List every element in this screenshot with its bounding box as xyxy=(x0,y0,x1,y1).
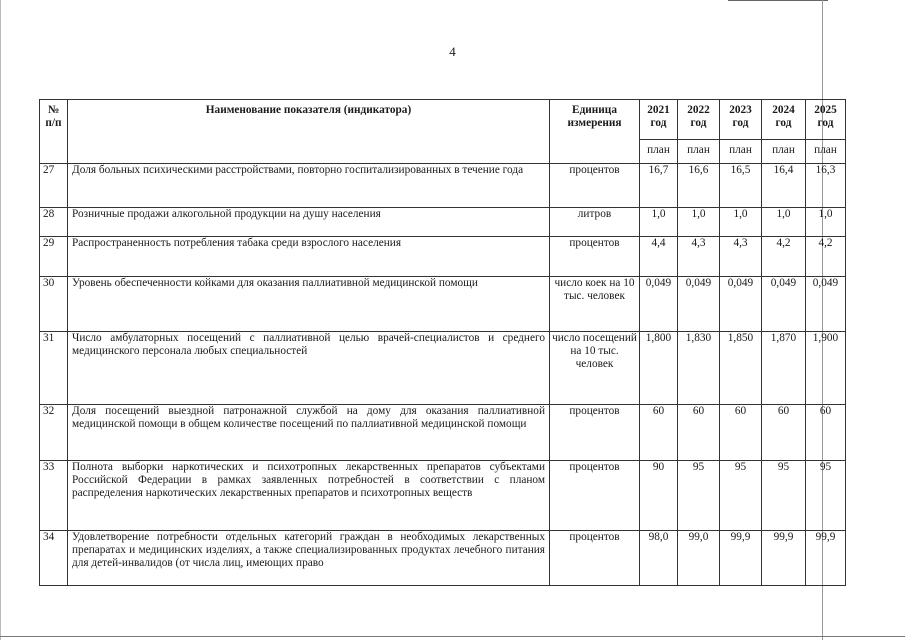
value-2021: 0,049 xyxy=(640,277,678,332)
indicator-name: Розничные продажи алкогольной продукции на душу населения xyxy=(68,208,550,237)
header-year-2023: 2023 год xyxy=(720,100,762,140)
value-2022: 0,049 xyxy=(678,277,720,332)
indicator-name: Уровень обеспеченности койками для оказания паллиативной медицинской помощи xyxy=(68,277,550,332)
scan-bottom-line xyxy=(0,636,905,637)
value-2023: 1,0 xyxy=(720,208,762,237)
indicator-name: Доля посещений выездной патронажной службой на дому для оказания паллиативной медицинской помощи в общем количестве посещений по паллиативной медицинской помощи xyxy=(68,405,550,461)
value-2025: 4,2 xyxy=(806,237,846,277)
value-2022: 99,0 xyxy=(678,531,720,586)
indicator-unit: процентов xyxy=(550,531,640,586)
indicator-name: Число амбулаторных посещений с паллиативной целью врачей-специалистов и среднего медицинского персонала любых специальностей xyxy=(68,332,550,405)
row-number: 31 xyxy=(40,332,68,405)
indicator-name: Доля больных психическими расстройствами, повторно госпитализированных в течение года xyxy=(68,164,550,208)
header-plan-2022: план xyxy=(678,140,720,164)
value-2021: 1,800 xyxy=(640,332,678,405)
value-2025: 0,049 xyxy=(806,277,846,332)
value-2021: 4,4 xyxy=(640,237,678,277)
row-number: 28 xyxy=(40,208,68,237)
header-plan-2021: план xyxy=(640,140,678,164)
value-2021: 90 xyxy=(640,461,678,531)
indicator-name: Распространенность потребления табака среди взрослого населения xyxy=(68,237,550,277)
value-2021: 60 xyxy=(640,405,678,461)
value-2023: 60 xyxy=(720,405,762,461)
indicator-unit: число посещений на 10 тыс. человек xyxy=(550,332,640,405)
value-2025: 99,9 xyxy=(806,531,846,586)
value-2025: 60 xyxy=(806,405,846,461)
table-row xyxy=(40,277,846,332)
indicator-unit: процентов xyxy=(550,405,640,461)
value-2023: 95 xyxy=(720,461,762,531)
header-plan-2025: план xyxy=(806,140,846,164)
indicator-unit: процентов xyxy=(550,461,640,531)
value-2021: 1,0 xyxy=(640,208,678,237)
indicator-unit: число коек на 10 тыс. человек xyxy=(550,277,640,332)
indicator-unit: литров xyxy=(550,208,640,237)
value-2024: 60 xyxy=(762,405,806,461)
value-2025: 95 xyxy=(806,461,846,531)
value-2022: 60 xyxy=(678,405,720,461)
row-number: 34 xyxy=(40,531,68,586)
value-2024: 16,4 xyxy=(762,164,806,208)
table-row xyxy=(40,237,846,277)
table-row xyxy=(40,208,846,237)
header-year-2022: 2022 год xyxy=(678,100,720,140)
value-2025: 1,900 xyxy=(806,332,846,405)
header-number: № п/п xyxy=(40,100,68,164)
header-year-2021: 2021 год xyxy=(640,100,678,140)
value-2025: 16,3 xyxy=(806,164,846,208)
value-2024: 1,0 xyxy=(762,208,806,237)
header-plan-2023: план xyxy=(720,140,762,164)
value-2021: 98,0 xyxy=(640,531,678,586)
table-row xyxy=(40,531,846,586)
indicator-name: Полнота выборки наркотических и психотропных лекарственных препаратов субъектами Российской Федерации в рамках заявленных потребностей в соответствии с планом распределения наркотических лекарственных препаратов и психотропных веществ xyxy=(68,461,550,531)
value-2021: 16,7 xyxy=(640,164,678,208)
value-2022: 16,6 xyxy=(678,164,720,208)
value-2024: 4,2 xyxy=(762,237,806,277)
header-unit: Единица измерения xyxy=(550,100,640,164)
value-2022: 1,830 xyxy=(678,332,720,405)
value-2024: 0,049 xyxy=(762,277,806,332)
left-margin-line xyxy=(0,0,1,640)
header-indicator-name: Наименование показателя (индикатора) xyxy=(68,100,550,164)
value-2023: 1,850 xyxy=(720,332,762,405)
value-2024: 95 xyxy=(762,461,806,531)
table-row xyxy=(40,332,846,405)
row-number: 33 xyxy=(40,461,68,531)
row-number: 32 xyxy=(40,405,68,461)
value-2022: 1,0 xyxy=(678,208,720,237)
value-2023: 99,9 xyxy=(720,531,762,586)
scan-top-line xyxy=(728,0,828,1)
value-2023: 16,5 xyxy=(720,164,762,208)
header-year-2024: 2024 год xyxy=(762,100,806,140)
indicator-name: Удовлетворение потребности отдельных категорий граждан в необходимых лекарственных препаратах и медицинских изделиях, а также специализированных продуктах лечебного питания для детей-инвалидов (от числа лиц, имеющих право xyxy=(68,531,550,586)
value-2023: 0,049 xyxy=(720,277,762,332)
table-row xyxy=(40,164,846,208)
value-2023: 4,3 xyxy=(720,237,762,277)
value-2024: 99,9 xyxy=(762,531,806,586)
value-2025: 1,0 xyxy=(806,208,846,237)
value-2024: 1,870 xyxy=(762,332,806,405)
page-number: 4 xyxy=(449,44,456,59)
row-number: 27 xyxy=(40,164,68,208)
header-year-2025: 2025 год xyxy=(806,100,846,140)
indicators-table xyxy=(39,99,846,586)
row-number: 30 xyxy=(40,277,68,332)
value-2022: 95 xyxy=(678,461,720,531)
indicator-unit: процентов xyxy=(550,237,640,277)
table-row xyxy=(40,405,846,461)
row-number: 29 xyxy=(40,237,68,277)
header-plan-2024: план xyxy=(762,140,806,164)
table-row xyxy=(40,461,846,531)
indicator-unit: процентов xyxy=(550,164,640,208)
value-2022: 4,3 xyxy=(678,237,720,277)
